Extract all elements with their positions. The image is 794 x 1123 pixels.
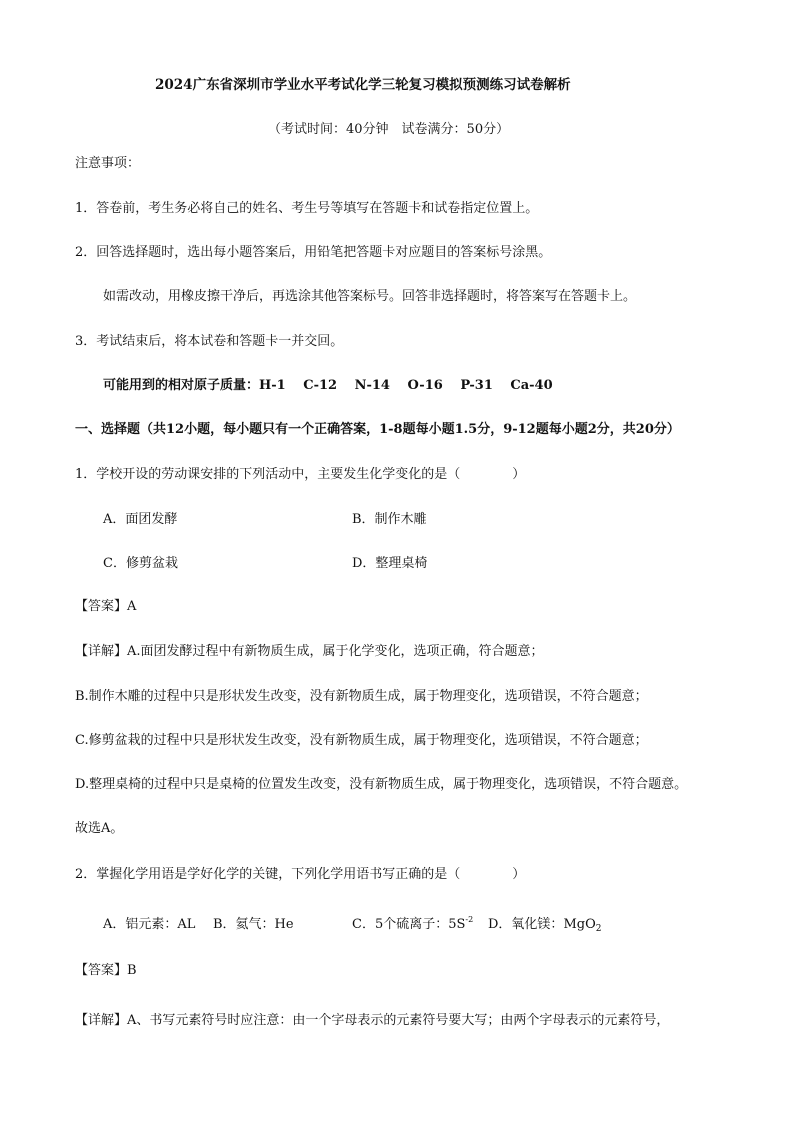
q2-option-c-formula: 5S [448,917,466,932]
q2-option-b: B．氦气：He [213,917,294,932]
notice-item-2-cont: 如需改动，用橡皮擦干净后，再选涂其他答案标号。回答非选择题时，将答案写在答题卡上。 [103,289,637,304]
q2-option-d [488,916,601,934]
q2-option-d-label: D．氧化镁： [488,917,564,932]
q2-option-d-formula: MgO [563,917,596,932]
notice-item-2: 2．回答选择题时，选出每小题答案后，用铅笔把答题卡对应题目的答案标号涂黑。 [75,245,552,260]
q2-option-c-charge: -2 [465,915,474,924]
q1-detail-4: D.整理桌椅的过程中只是桌椅的位置发生改变，没有新物质生成，属于物理变化，选项错误，不符合题意。 [75,777,688,792]
notice-heading: 注意事项： [75,156,141,171]
q1-detail-5: 故选A。 [75,821,124,836]
q1-option-a: A．面团发酵 [103,512,178,527]
q2-answer: 【答案】B [75,963,137,978]
q2-option-c [352,916,473,934]
document-title: 2024广东省深圳市学业水平考试化学三轮复习模拟预测练习试卷解析 [155,77,571,93]
q1-answer: 【答案】A [75,599,137,614]
q1-detail-2: B.制作木雕的过程中只是形状发生改变，没有新物质生成，属于物理变化，选项错误，不符合题意； [75,689,648,704]
q1-stem: 1．学校开设的劳动课安排的下列活动中，主要发生化学变化的是（ ） [75,467,526,482]
q2-option-c-label: C．5个硫离子： [352,917,449,932]
q1-option-c: C．修剪盆栽 [103,556,178,571]
atomic-mass-line: 可能用到的相对原子质量：H-1 C-12 N-14 O-16 P-31 Ca-40 [103,378,553,393]
section-heading: 一、选择题（共12小题，每小题只有一个正确答案，1-8题每小题1.5分，9-12题每小题2分，共20分） [75,422,680,437]
notice-item-3: 3．考试结束后，将本试卷和答题卡一并交回。 [75,334,344,349]
q1-detail-3: C.修剪盆栽的过程中只是形状发生改变，没有新物质生成，属于物理变化，选项错误，不符合题意； [75,733,648,748]
q1-option-b: B．制作木雕 [352,512,427,527]
q2-option-d-subscript: 2 [595,924,602,934]
exam-info: （考试时间：40分钟 试卷满分：50分） [268,122,510,137]
notice-item-1: 1．答卷前，考生务必将自己的姓名、考生号等填写在答题卡和试卷指定位置上。 [75,201,539,216]
q2-stem: 2．掌握化学用语是学好化学的关键，下列化学用语书写正确的是（ ） [75,867,526,882]
q2-detail-1: 【详解】A、书写元素符号时应注意：由一个字母表示的元素符号要大写；由两个字母表示的元素符号， [75,1013,670,1028]
q1-option-d: D．整理桌椅 [352,556,428,571]
q2-option-a: A．铝元素：AL [103,917,196,932]
q1-detail-1: 【详解】A.面团发酵过程中有新物质生成，属于化学变化，选项正确，符合题意； [75,644,544,659]
